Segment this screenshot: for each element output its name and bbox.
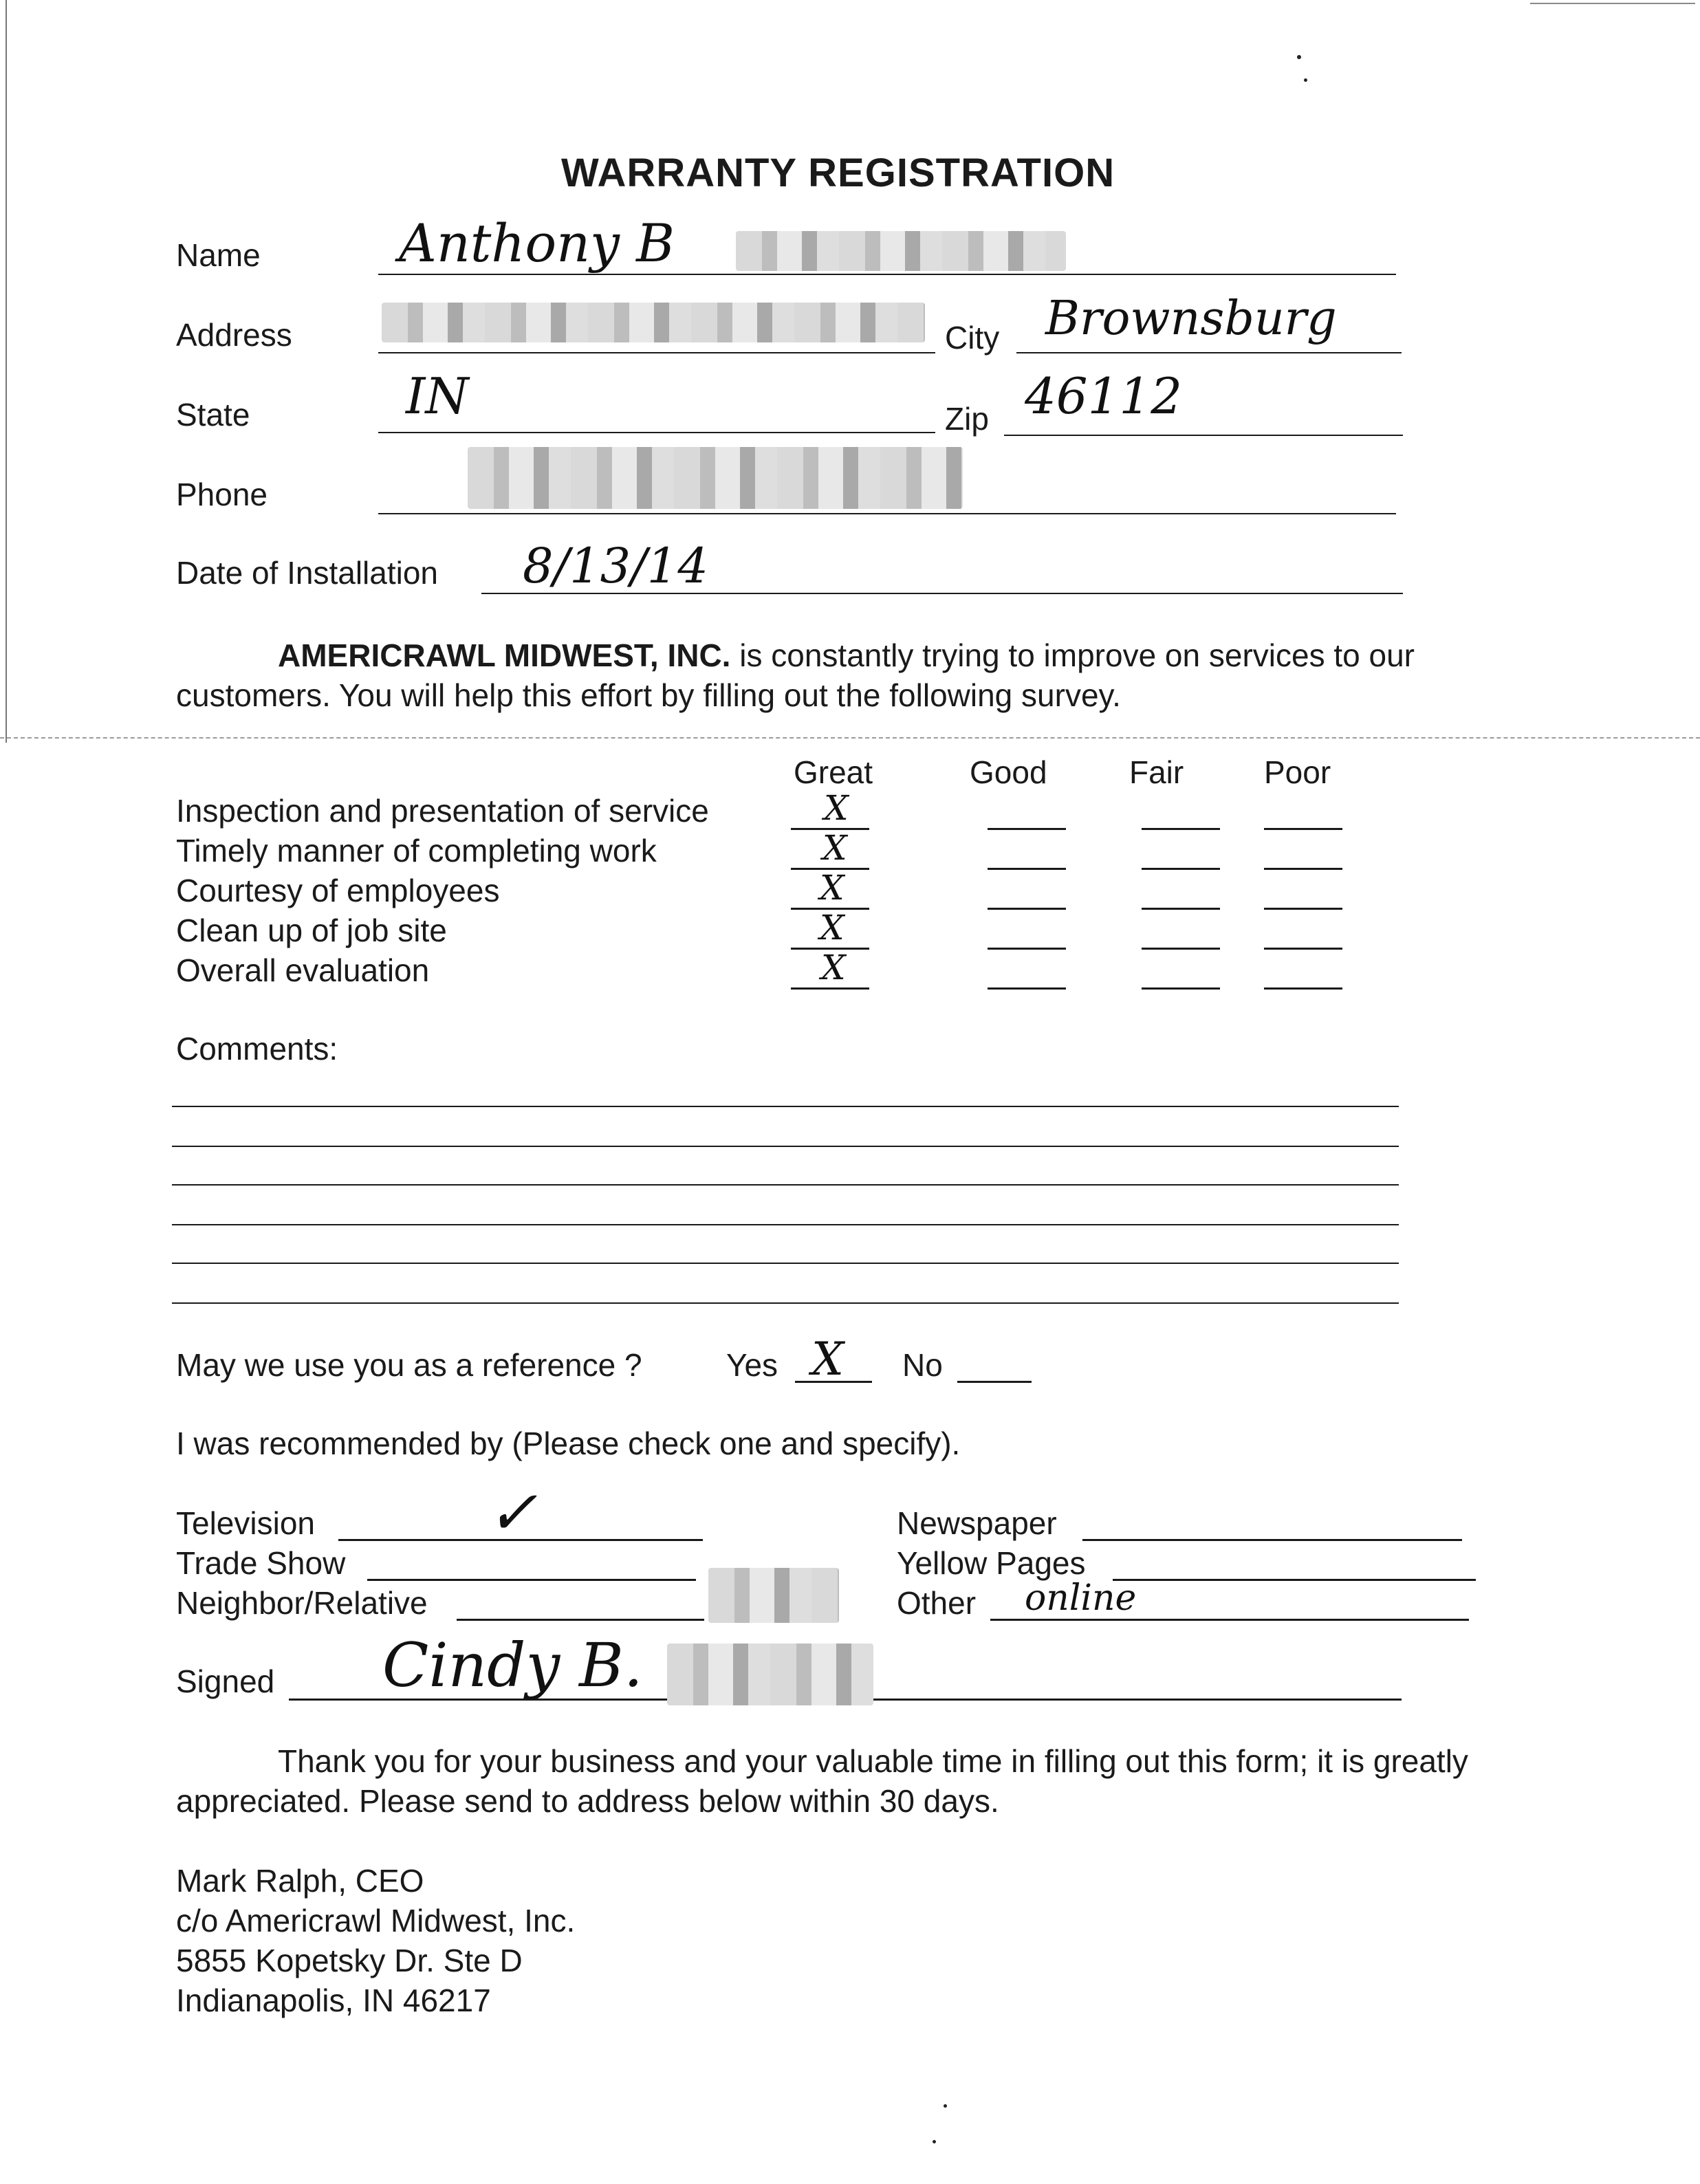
survey-row-great-mark[interactable]: X: [820, 868, 844, 908]
comment-line[interactable]: [172, 1146, 1399, 1147]
reference-question: May we use you as a reference ?: [176, 1347, 642, 1383]
good-blank[interactable]: [988, 828, 1066, 830]
fair-blank[interactable]: [1142, 987, 1220, 990]
survey-row-great-mark[interactable]: X: [820, 908, 844, 948]
scan-speck: [944, 2104, 947, 2108]
top-right-border: [1530, 3, 1695, 4]
fair-blank[interactable]: [1142, 868, 1220, 870]
good-blank[interactable]: [988, 908, 1066, 910]
state-underline: [378, 432, 935, 433]
city-label: City: [945, 320, 1000, 356]
company-name: AMERICRAWL MIDWEST, INC.: [278, 637, 731, 673]
address-underline: [378, 352, 935, 353]
zip-underline: [1004, 435, 1403, 436]
state-value[interactable]: IN: [406, 367, 469, 425]
survey-row-great-mark[interactable]: X: [824, 788, 849, 828]
name-redaction: [736, 231, 1066, 271]
comments-label: Comments:: [176, 1031, 338, 1067]
poor-blank[interactable]: [1264, 908, 1342, 910]
neighbor-redaction: [708, 1568, 839, 1623]
intro-line-1-rest: is constantly trying to improve on services to our: [739, 637, 1415, 673]
scan-speck: [1297, 55, 1301, 59]
address-line-2: c/o Americrawl Midwest, Inc.: [176, 1903, 576, 1939]
neighbor-blank[interactable]: [457, 1619, 704, 1621]
phone-underline: [378, 513, 1396, 514]
city-value[interactable]: Brownsburg: [1045, 292, 1337, 346]
survey-row-label: Timely manner of completing work: [176, 833, 657, 869]
good-blank[interactable]: [988, 948, 1066, 950]
address-line-1: Mark Ralph, CEO: [176, 1863, 424, 1899]
reference-yes-label: Yes: [726, 1347, 778, 1383]
signature-redaction: [667, 1644, 873, 1705]
left-border: [6, 0, 7, 743]
television-mark[interactable]: ✓: [487, 1477, 538, 1548]
zip-value[interactable]: 46112: [1025, 367, 1183, 425]
scan-speck: [933, 2140, 936, 2143]
poor-blank[interactable]: [1264, 828, 1342, 830]
good-blank[interactable]: [988, 987, 1066, 990]
phone-label: Phone: [176, 477, 268, 512]
phone-redaction: [468, 447, 963, 509]
neighbor-label: Neighbor/Relative: [176, 1585, 428, 1621]
scan-fold-line: [0, 737, 1700, 739]
address-line-3: 5855 Kopetsky Dr. Ste D: [176, 1943, 523, 1978]
closing-line-1: Thank you for your business and your valuable time in filling out this form; it is greatly: [278, 1743, 1468, 1779]
col-great: Great: [794, 754, 873, 790]
survey-row-great-mark[interactable]: X: [822, 828, 847, 868]
other-value[interactable]: online: [1025, 1577, 1137, 1619]
page-title: WARRANTY REGISTRATION: [561, 151, 1115, 195]
fair-blank[interactable]: [1142, 828, 1220, 830]
intro-line-2: customers. You will help this effort by filling out the following survey.: [176, 677, 1121, 713]
good-blank[interactable]: [988, 868, 1066, 870]
television-label: Television: [176, 1505, 315, 1541]
zip-label: Zip: [945, 401, 989, 437]
survey-row-label: Inspection and presentation of service: [176, 793, 709, 829]
comment-line[interactable]: [172, 1106, 1399, 1107]
name-value[interactable]: Anthony B: [399, 212, 675, 274]
col-fair: Fair: [1129, 754, 1184, 790]
yellow-pages-blank[interactable]: [1113, 1579, 1476, 1581]
comment-line[interactable]: [172, 1224, 1399, 1225]
scan-speck: [1304, 78, 1307, 82]
fair-blank[interactable]: [1142, 948, 1220, 950]
reference-no-label: No: [902, 1347, 943, 1383]
poor-blank[interactable]: [1264, 868, 1342, 870]
date-label: Date of Installation: [176, 555, 439, 591]
poor-blank[interactable]: [1264, 948, 1342, 950]
comment-line[interactable]: [172, 1184, 1399, 1186]
signature-value[interactable]: Cindy B.: [382, 1630, 643, 1701]
address-redaction: [382, 303, 925, 342]
fair-blank[interactable]: [1142, 908, 1220, 910]
address-line-4: Indianapolis, IN 46217: [176, 1983, 491, 2018]
signed-label: Signed: [176, 1663, 275, 1699]
reference-yes-mark[interactable]: X: [811, 1333, 844, 1386]
other-label: Other: [897, 1585, 977, 1621]
name-underline: [378, 274, 1396, 275]
col-good: Good: [970, 754, 1047, 790]
survey-row-label: Overall evaluation: [176, 952, 430, 988]
name-label: Name: [176, 237, 261, 273]
city-underline: [1016, 352, 1402, 353]
state-label: State: [176, 397, 250, 433]
survey-row-label: Clean up of job site: [176, 913, 447, 948]
other-blank[interactable]: [990, 1619, 1469, 1621]
trade-show-label: Trade Show: [176, 1545, 346, 1581]
closing-line-2: appreciated. Please send to address below within 30 days.: [176, 1783, 999, 1819]
yellow-pages-label: Yellow Pages: [897, 1545, 1086, 1581]
col-poor: Poor: [1264, 754, 1331, 790]
trade-show-blank[interactable]: [367, 1579, 696, 1581]
intro-line-1: [278, 637, 1415, 673]
newspaper-label: Newspaper: [897, 1505, 1057, 1541]
address-label: Address: [176, 317, 292, 353]
recommended-prompt: I was recommended by (Please check one and specify).: [176, 1426, 961, 1461]
great-blank[interactable]: [791, 987, 869, 990]
survey-row-label: Courtesy of employees: [176, 873, 500, 908]
poor-blank[interactable]: [1264, 987, 1342, 990]
date-value[interactable]: 8/13/14: [523, 538, 708, 594]
survey-row-great-mark[interactable]: X: [821, 948, 846, 987]
reference-no-blank[interactable]: [957, 1381, 1032, 1383]
comment-line[interactable]: [172, 1302, 1399, 1304]
newspaper-blank[interactable]: [1082, 1539, 1462, 1541]
comment-line[interactable]: [172, 1263, 1399, 1264]
